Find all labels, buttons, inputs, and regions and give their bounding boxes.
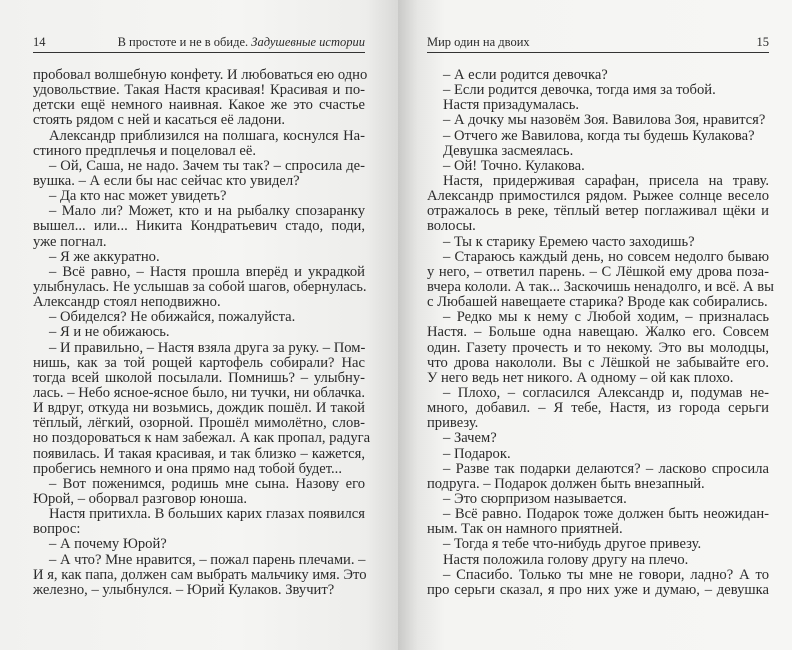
- text-line: улыбнулась. Не услышав за собой шагов, обернулась.: [33, 278, 367, 295]
- paragraph: [427, 431, 769, 446]
- text-line: Александр стоял неподвижно.: [33, 294, 221, 311]
- text-line: – Отчего же Вавилова, когда ты будешь Кулакова?: [443, 127, 755, 144]
- text-line: Настя. – Больше одна навещаю. Жалко его. Совсем: [427, 324, 769, 341]
- paragraph: [427, 235, 769, 250]
- text-line: Настя, придерживая сарафан, присела на траву.: [443, 172, 769, 189]
- running-title: [118, 34, 365, 50]
- running-header: [33, 34, 365, 53]
- text-line: – Тогда я тебе что-нибудь другое привезу.: [443, 536, 702, 553]
- text-line: тогда всей школой посылали. Помнишь? – улыбну-: [33, 369, 365, 386]
- text-line: тёплый, лёгкий, озорной. Прошёл мимолётно, слов-: [33, 415, 365, 432]
- text-line: лась. – Небо ясное-ясное было, ни тучки, ни облачка.: [33, 384, 365, 401]
- text-line: Девушка засмеялась.: [443, 142, 574, 159]
- paragraph: [33, 204, 365, 249]
- text-line: много, добавил. – Я тебе, Настя, из города серьги: [427, 400, 769, 417]
- text-line: – Спасибо. Только ты мне не говори, ладно? А то: [443, 566, 769, 583]
- text-line: – Разве так подарки делаются? – ласково спросила: [443, 460, 769, 477]
- text-line: один. Газету прочесть и то некому. Это вы молодцы,: [427, 339, 769, 356]
- paragraph: [427, 144, 769, 159]
- text-line: – Ой! Точно. Кулакова.: [443, 157, 585, 174]
- text-line: И я, как папа, должен сам выбрать мальчику имя. Это: [33, 566, 367, 583]
- text-line: пробовал волшебную конфету. И любоваться ею одно: [33, 67, 368, 83]
- paragraph: [427, 129, 769, 144]
- page-number: 15: [756, 35, 769, 49]
- text-line: – Подарок.: [443, 445, 511, 462]
- paragraph: [33, 477, 365, 507]
- paragraph: [427, 386, 769, 431]
- text-line: но поздороваться к нам забежал. А как пропал, радуга: [33, 430, 371, 447]
- text-line: И вдруг, откуда ни возьмись, дождик пошёл. И такой: [33, 400, 365, 417]
- paragraph: [33, 189, 365, 204]
- text-line: у него, – ответил парень. – С Лёшкой ему дрова поза-: [427, 263, 769, 280]
- text-line: – Зачем?: [443, 430, 497, 447]
- text-line: вопрос:: [33, 521, 81, 538]
- paragraph: [33, 339, 371, 477]
- text-line: привезу.: [427, 415, 479, 432]
- text-line: Юрой, – оборвал разговор юноша.: [33, 490, 248, 507]
- text-line: – Обиделся? Не обижайся, пожалуйста.: [49, 309, 296, 326]
- paragraph: [33, 325, 365, 340]
- running-header: [427, 34, 769, 53]
- text-line: стоять рядом с ней и касаться её ладони.: [33, 112, 286, 129]
- text-line: – Ой, Саша, не надо. Зачем ты так? – спросила де-: [49, 157, 365, 174]
- text-line: вышел... или... Никита Кондратьевич стадо, поди,: [33, 218, 365, 235]
- paragraph: [427, 553, 769, 568]
- text-line: про серьги сказал, я про них уже и думаю, – девушка: [427, 581, 769, 598]
- page-number: 14: [33, 35, 46, 49]
- paragraph: [427, 174, 769, 235]
- text-line: подруга. – Подарок должен быть внезапный.: [427, 475, 705, 492]
- paragraph: [33, 553, 365, 598]
- text-line: – Всё равно, – Настя прошла вперёд и украдкой: [49, 263, 365, 280]
- text-line: – А что? Мне нравится, – пожал парень плечами. –: [49, 551, 366, 568]
- text-line: железно, – улыбнулся. – Юрий Кулаков. Звучит?: [33, 581, 335, 598]
- text-line: – Если родится девочка, тогда имя за тобой.: [443, 82, 716, 99]
- text-line: У него ведь нет никого. А одному – ой как плохо.: [427, 369, 734, 386]
- text-line: – И правильно, – Настя взяла друга за руку. – Пом-: [49, 339, 366, 356]
- text-line: вушка. – А если бы нас сейчас кто увидел?: [33, 172, 300, 189]
- paragraph: [427, 159, 769, 174]
- text-line: – Мало ли? Может, кто и на рыбалку спозаранку: [49, 203, 365, 220]
- text-line: – Ты к старику Еремею часто заходишь?: [443, 233, 695, 250]
- paragraph: [33, 67, 368, 129]
- text-line: волосы.: [427, 218, 476, 235]
- paragraph: [33, 537, 365, 552]
- text-line: Настя положила голову другу на плечо.: [443, 551, 689, 568]
- paragraph: [427, 462, 769, 492]
- paragraph: [427, 98, 769, 113]
- text-line: Настя призадумалась.: [443, 97, 580, 114]
- text-line: – Стараюсь каждый день, но совсем недолго бываю: [443, 248, 769, 265]
- running-title-text: В простоте и не в обиде.: [117, 35, 249, 49]
- paragraph: [33, 310, 365, 325]
- paragraph: [33, 159, 365, 189]
- text-line: – Я и не обижаюсь.: [49, 324, 170, 341]
- text-line: – Редко мы к нему с Любой ходим, – призналась: [443, 309, 769, 326]
- text-line: пробегись немного и она прямо над тобой будет...: [33, 460, 342, 477]
- text-line: удовольствие. Такая Настя красивая! Красивая и по-: [33, 82, 365, 99]
- paragraph: [427, 68, 769, 83]
- text-line: появилась. И такая красивая, и так близко – кажется,: [33, 445, 365, 462]
- text-line: Настя притихла. В больших карих глазах появился: [49, 506, 365, 523]
- paragraph: [33, 265, 365, 310]
- text-line: – Это сюрпризом называется.: [443, 490, 627, 507]
- paragraph: [33, 129, 365, 159]
- paragraph: [427, 492, 769, 507]
- running-title-italic: Задушевные истории: [251, 35, 365, 49]
- running-title: Мир один на двоих: [427, 35, 530, 49]
- text-line: вчера кололи. А так... Заскочишь ненадолго, и всё. А вы: [427, 278, 774, 295]
- text-line: стиного предплечья и поцеловал её.: [33, 142, 256, 159]
- paragraph: [33, 507, 365, 537]
- right-page: [398, 0, 792, 650]
- text-line: с Любашей навещаете старика? Вроде как собирались.: [427, 294, 768, 311]
- paragraph: [427, 310, 769, 386]
- text-line: нишь, как за той рощей картофель собирали? Нас: [33, 354, 365, 371]
- text-line: Александр приблизился на полшага, коснулся На-: [49, 127, 365, 144]
- paragraph: [427, 248, 774, 311]
- text-line: уже погнал.: [33, 233, 107, 250]
- page-body-text: [427, 67, 774, 598]
- paragraph: [427, 113, 769, 128]
- text-line: – А если родится девочка?: [443, 67, 608, 83]
- paragraph: [427, 568, 769, 598]
- text-line: – Да кто нас может увидеть?: [49, 188, 227, 205]
- text-line: – А дочку мы назовём Зоя. Вавилова Зоя, нравится?: [443, 112, 766, 129]
- text-line: – Я же аккуратно.: [49, 248, 160, 265]
- paragraph: [427, 447, 769, 462]
- text-line: ным. Так он намного приятней.: [427, 521, 623, 538]
- paragraph: [33, 250, 365, 265]
- page-body-text: [33, 67, 371, 598]
- paragraph: [427, 507, 769, 537]
- text-line: – Вот поженимся, родишь мне сына. Назову его: [49, 475, 365, 492]
- paragraph: [427, 537, 769, 552]
- text-line: – Плохо, – согласился Александр и, подумав не-: [443, 384, 769, 401]
- text-line: – Всё равно. Подарок тоже должен быть неожидан-: [443, 506, 769, 523]
- text-line: Александр примостился рядом. Рыжее солнце весело: [427, 188, 769, 205]
- text-line: – А почему Юрой?: [49, 536, 167, 553]
- text-line: что дрова накололи. Вы с Лёшкой не забывайте его.: [427, 354, 769, 371]
- text-line: отражалось в реке, тёплый ветер поглаживал щёки и: [427, 203, 769, 220]
- paragraph: [427, 83, 769, 98]
- text-line: детски ещё немного наивная. Какое же это счастье: [33, 97, 365, 114]
